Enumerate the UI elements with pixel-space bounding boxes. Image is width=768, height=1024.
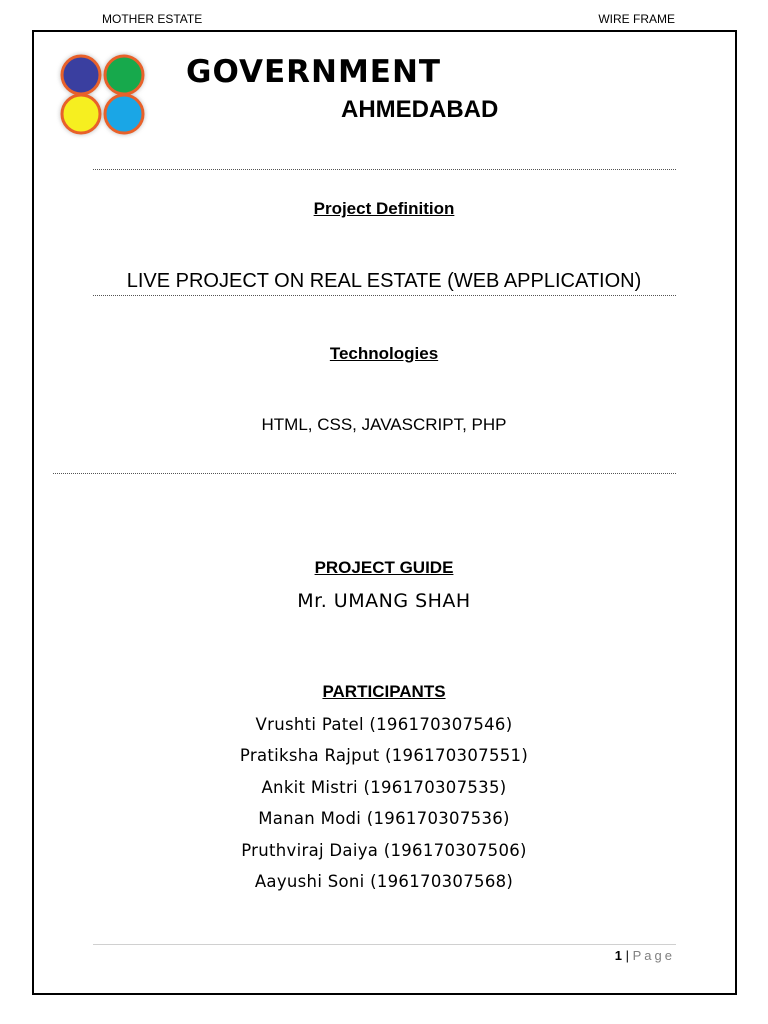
divider-top: [93, 169, 676, 170]
header-left-text: MOTHER ESTATE: [102, 12, 203, 26]
page-number-value: 1: [614, 948, 622, 963]
page-number-separator: |: [625, 948, 629, 963]
participant-item: Manan Modi (196170307536): [258, 809, 510, 829]
participant-item: Aayushi Soni (196170307568): [254, 871, 514, 891]
logo-circle-green: [105, 56, 143, 94]
divider-project: [93, 295, 676, 296]
project-definition-heading: Project Definition: [313, 199, 455, 218]
participant-item: Pratiksha Rajput (196170307551): [239, 746, 529, 766]
logo-circle-blue: [62, 56, 100, 94]
technologies-text: HTML, CSS, JAVASCRIPT, PHP: [261, 415, 507, 434]
project-guide-heading: PROJECT GUIDE: [314, 558, 454, 577]
project-definition-text: LIVE PROJECT ON REAL ESTATE (WEB APPLICATION): [126, 270, 642, 292]
technologies-heading: Technologies: [329, 344, 439, 363]
participant-item: Vrushti Patel (196170307546): [255, 715, 513, 734]
government-logo: [56, 50, 152, 142]
header-right-text: WIRE FRAME: [598, 12, 675, 26]
logo-circle-cyan: [105, 95, 143, 133]
government-title: GOVERNMENT: [186, 54, 442, 90]
participants-heading: PARTICIPANTS: [322, 682, 446, 701]
page-number: [615, 948, 675, 963]
participant-item: Pruthviraj Daiya (196170307506): [241, 840, 527, 860]
city-title: AHMEDABAD: [341, 96, 499, 123]
footer-divider: [93, 944, 676, 945]
divider-technologies: [53, 473, 676, 474]
logo-circle-yellow: [62, 95, 100, 133]
participants-list: [0, 713, 768, 901]
participant-item: Ankit Mistri (196170307535): [261, 777, 507, 797]
project-guide-name: Mr. UMANG SHAH: [297, 590, 471, 612]
page-label: Page: [632, 948, 675, 963]
